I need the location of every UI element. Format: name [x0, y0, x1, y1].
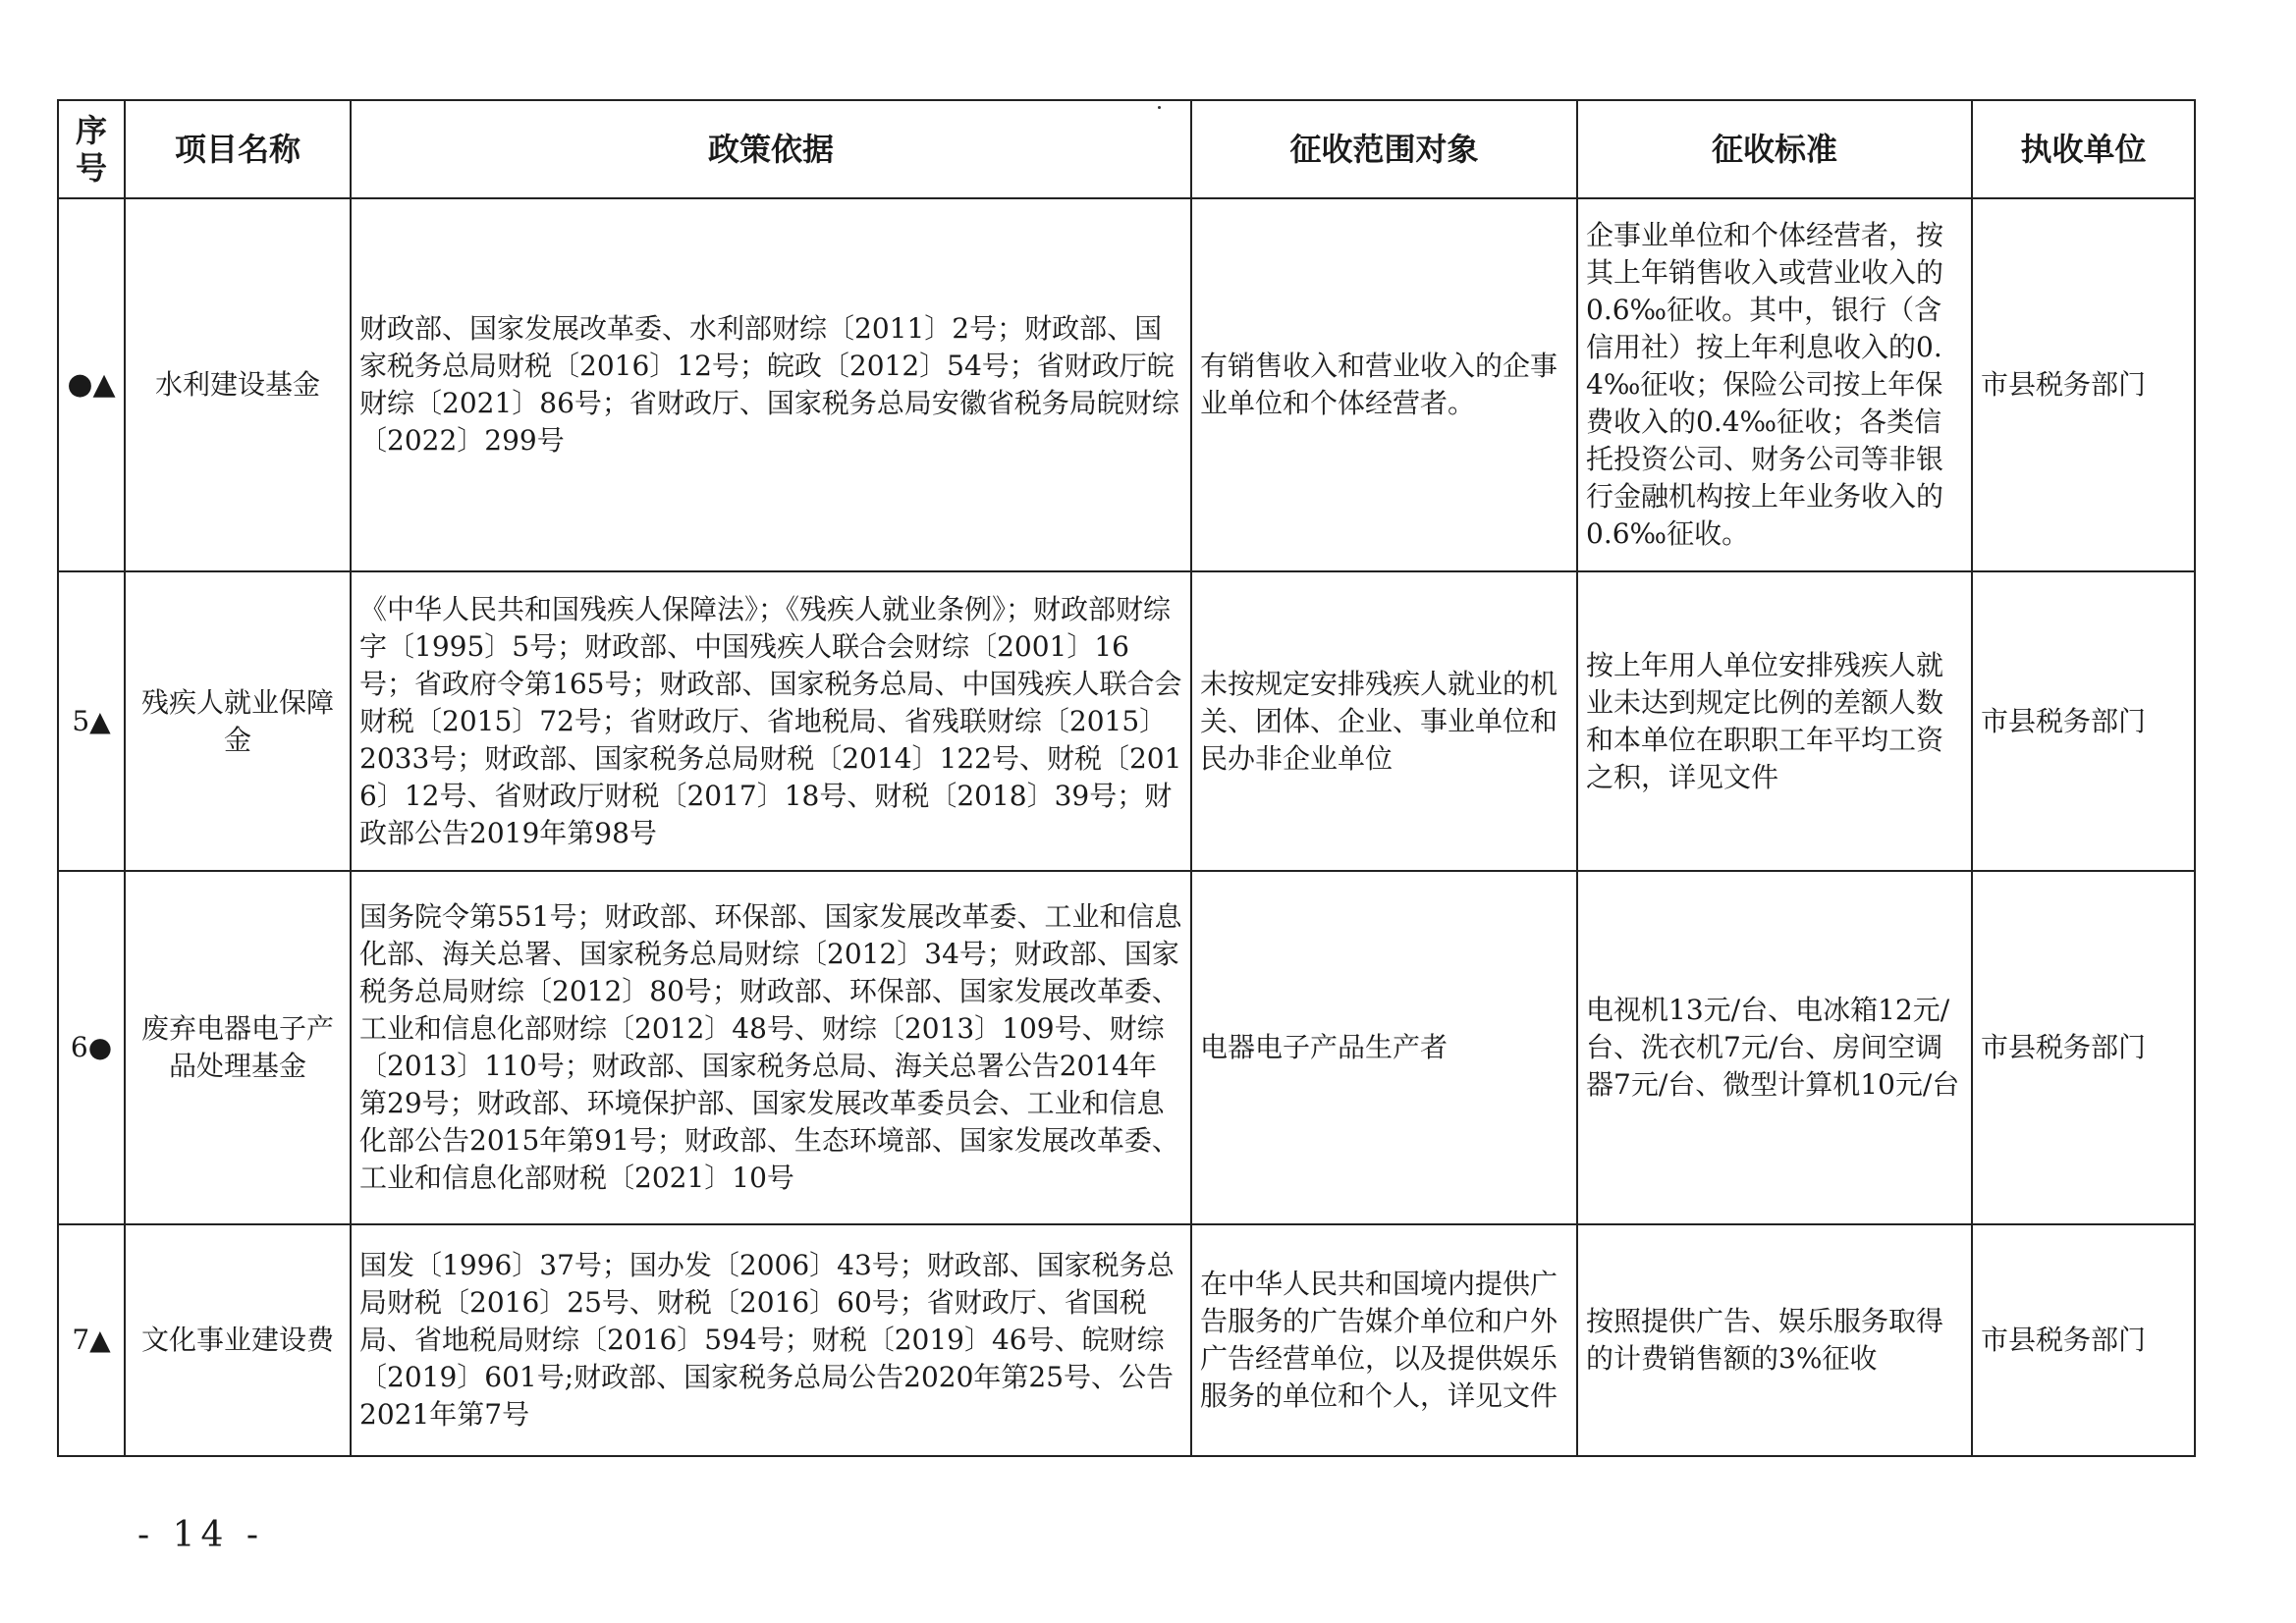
- row-unit: 市县税务部门: [1972, 198, 2195, 571]
- row-name: 文化事业建设费: [125, 1224, 351, 1456]
- header-seq: 序号: [58, 100, 125, 198]
- row-unit: 市县税务部门: [1972, 571, 2195, 871]
- row-standard: 电视机13元/台、电冰箱12元/台、洗衣机7元/台、房间空调器7元/台、微型计算机10元/台: [1577, 871, 1972, 1224]
- header-standard: 征收标准: [1577, 100, 1972, 198]
- row-name: 残疾人就业保障金: [125, 571, 351, 871]
- header-basis: 政策依据: [351, 100, 1191, 198]
- row-name: 水利建设基金: [125, 198, 351, 571]
- row-seq: 6●: [58, 871, 125, 1224]
- row-unit: 市县税务部门: [1972, 871, 2195, 1224]
- row-scope: 有销售收入和营业收入的企事业单位和个体经营者。: [1191, 198, 1577, 571]
- row-basis: 国发〔1996〕37号；国办发〔2006〕43号；财政部、国家税务总局财税〔2016〕25号、财税〔2016〕60号；省财政厅、省国税局、省地税局财综〔2016〕594号；财税〔2019〕46号、皖财综〔2019〕601号;财政部、国家税务总局公告2020年第25号、公告2021年第7号: [351, 1224, 1191, 1456]
- page-number: - 14 -: [137, 1515, 265, 1555]
- row-seq: 7▲: [58, 1224, 125, 1456]
- row-standard: 按照提供广告、娱乐服务取得的计费销售额的3%征收: [1577, 1224, 1972, 1456]
- row-unit: 市县税务部门: [1972, 1224, 2195, 1456]
- row-basis: 财政部、国家发展改革委、水利部财综〔2011〕2号；财政部、国家税务总局财税〔2016〕12号；皖政〔2012〕54号；省财政厅皖财综〔2021〕86号；省财政厅、国家税务总局安徽省税务局皖财综〔2022〕299号: [351, 198, 1191, 571]
- table-header-row: [58, 100, 2195, 198]
- row-standard: 企事业单位和个体经营者，按其上年销售收入或营业收入的0.6‰征收。其中，银行（含信用社）按上年利息收入的0.4‰征收；保险公司按上年保费收入的0.4‰征收；各类信托投资公司、财务公司等非银行金融机构按上年业务收入的0.6‰征收。: [1577, 198, 1972, 571]
- header-unit: 执收单位: [1972, 100, 2195, 198]
- row-scope: 未按规定安排残疾人就业的机关、团体、企业、事业单位和民办非企业单位: [1191, 571, 1577, 871]
- fee-table: [57, 99, 2196, 1457]
- row-scope: 电器电子产品生产者: [1191, 871, 1577, 1224]
- table-row: [58, 871, 2195, 1224]
- table-row: [58, 571, 2195, 871]
- row-scope: 在中华人民共和国境内提供广告服务的广告媒介单位和户外广告经营单位，以及提供娱乐服务的单位和个人，详见文件: [1191, 1224, 1577, 1456]
- row-name: 废弃电器电子产品处理基金: [125, 871, 351, 1224]
- table-row: [58, 198, 2195, 571]
- table-row: [58, 1224, 2195, 1456]
- header-scope: 征收范围对象: [1191, 100, 1577, 198]
- row-basis: 国务院令第551号；财政部、环保部、国家发展改革委、工业和信息化部、海关总署、国家税务总局财综〔2012〕34号；财政部、国家税务总局财综〔2012〕80号；财政部、环保部、国家发展改革委、工业和信息化部财综〔2012〕48号、财综〔2013〕109号、财综〔2013〕110号；财政部、国家税务总局、海关总署公告2014年第29号；财政部、环境保护部、国家发展改革委员会、工业和信息化部公告2015年第91号；财政部、生态环境部、国家发展改革委、工业和信息化部财税〔2021〕10号: [351, 871, 1191, 1224]
- header-name: 项目名称: [125, 100, 351, 198]
- row-seq: ●▲: [58, 198, 125, 571]
- row-standard: 按上年用人单位安排残疾人就业未达到规定比例的差额人数和本单位在职职工年平均工资之积，详见文件: [1577, 571, 1972, 871]
- row-seq: 5▲: [58, 571, 125, 871]
- row-basis: 《中华人民共和国残疾人保障法》；《残疾人就业条例》；财政部财综字〔1995〕5号；财政部、中国残疾人联合会财综〔2001〕16号；省政府令第165号；财政部、国家税务总局、中国残疾人联合会财税〔2015〕72号；省财政厅、省地税局、省残联财综〔2015〕2033号；财政部、国家税务总局财税〔2014〕122号、财税〔2016〕12号、省财政厅财税〔2017〕18号、财税〔2018〕39号；财政部公告2019年第98号: [351, 571, 1191, 871]
